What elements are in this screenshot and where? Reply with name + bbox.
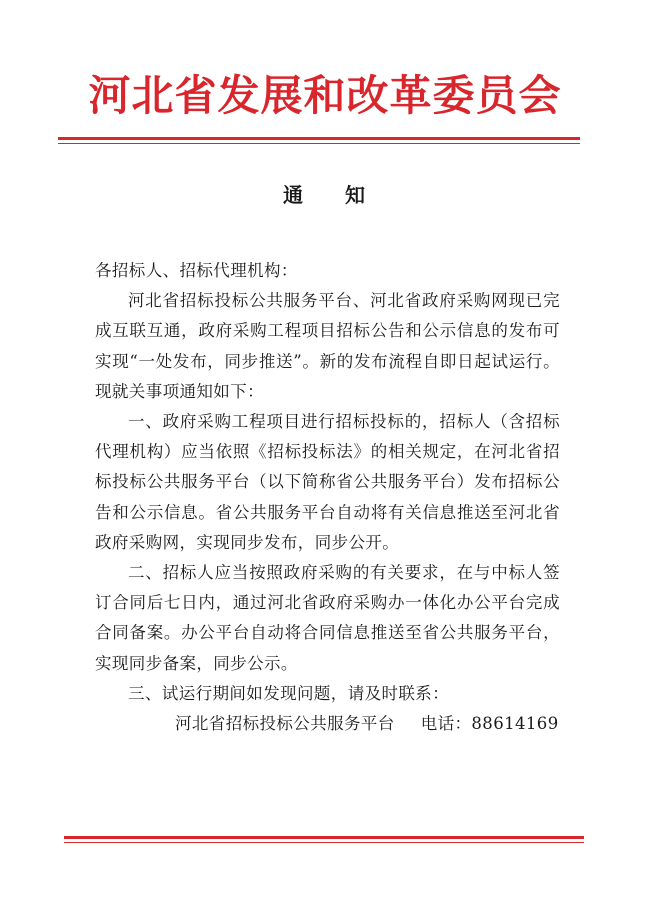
contact-line	[95, 709, 560, 739]
footer-red-rule	[64, 836, 584, 843]
paragraph-item-1: 一、政府采购工程项目进行招标投标的，招标人（含招标代理机构）应当依照《招标投标法》的相关规定，在河北省招标投标公共服务平台（以下简称省公共服务平台）发布招标公告和公示信息。省公共服务平台自动将有关信息推送至河北省政府采购网，实现同步发布，同步公开。	[95, 412, 560, 552]
letterhead-red-rule	[58, 137, 580, 144]
footer-rule-thin	[64, 842, 584, 843]
paragraph-intro: 河北省招标投标公共服务平台、河北省政府采购网现已完成互联互通，政府采购工程项目招标公告和公示信息的发布可实现“一处发布，同步推送”。新的发布流程自即日起试运行。现就关事项通知如下：	[95, 291, 560, 401]
document-body	[95, 256, 560, 739]
document-title	[0, 180, 650, 210]
document-title-char-2: 知	[345, 183, 367, 207]
salutation: 各招标人、招标代理机构：	[95, 261, 298, 280]
contact-organization: 河北省招标投标公共服务平台	[175, 714, 395, 734]
red-rule-thin	[58, 143, 580, 144]
paragraph-item-3: 三、试运行期间如发现问题，请及时联系：	[128, 683, 450, 703]
contact-phone-number: 88614169	[471, 714, 559, 734]
letterhead-title: 河北省发展和改革委员会	[88, 71, 562, 120]
contact-phone-label: 电话：	[420, 714, 472, 734]
document-title-char-1: 通	[283, 183, 305, 207]
paragraph-item-2: 二、招标人应当按照政府采购的有关要求，在与中标人签订合同后七日内，通过河北省政府采购办一体化办公平台完成合同备案。办公平台自动将合同信息推送至省公共服务平台，实现同步备案，同步公示。	[95, 563, 560, 673]
